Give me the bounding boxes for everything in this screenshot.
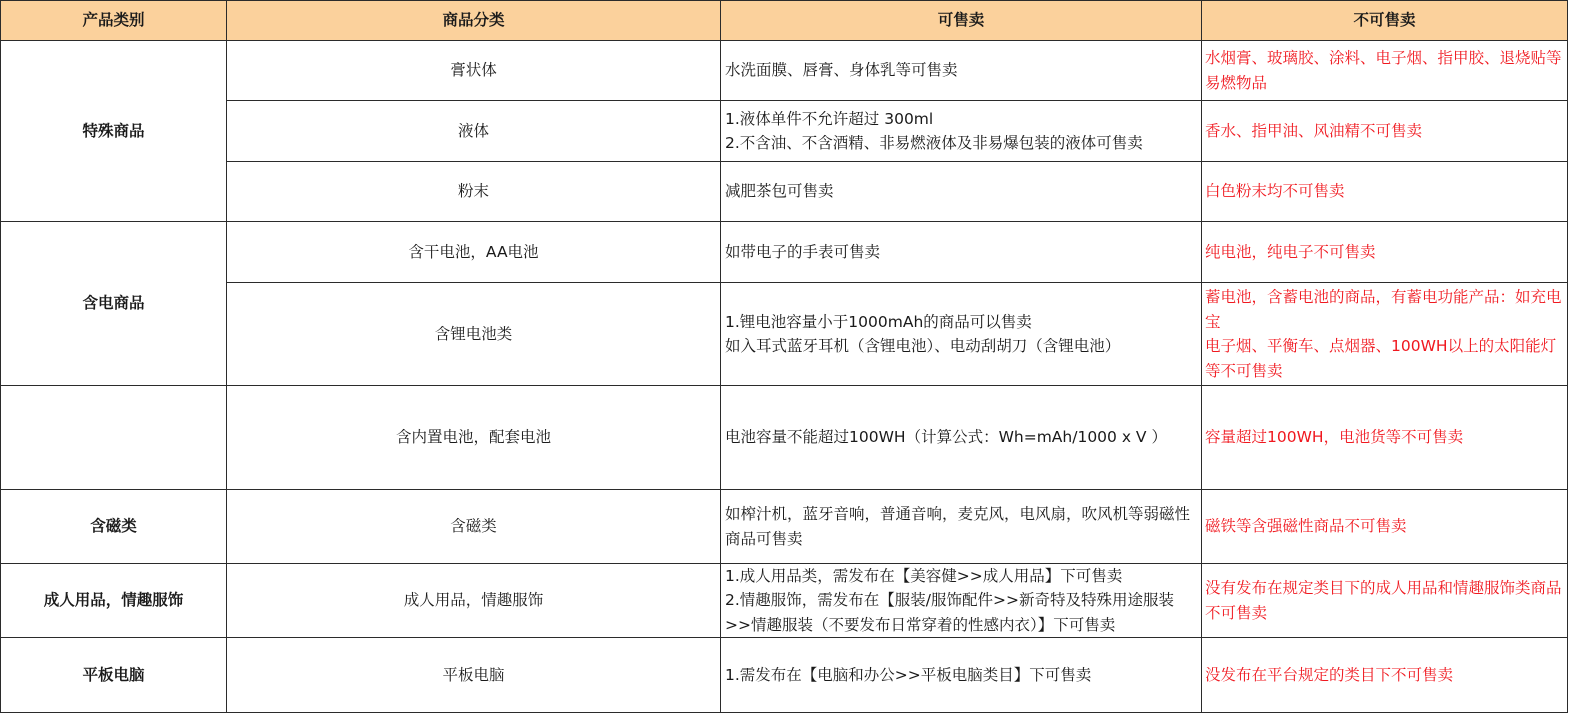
allowed-cell: 1.需发布在【电脑和办公>>平板电脑类目】下可售卖 xyxy=(721,638,1202,713)
allowed-cell: 1.锂电池容量小于1000mAh的商品可以售卖 如入耳式蓝牙耳机（含锂电池）、电动刮胡刀（含锂电池） xyxy=(721,283,1202,386)
allowed-cell: 减肥茶包可售卖 xyxy=(721,162,1202,222)
allowed-cell: 如带电子的手表可售卖 xyxy=(721,222,1202,283)
header-allowed: 可售卖 xyxy=(721,0,1202,41)
prohibited-cell: 没发布在平台规定的类目下不可售卖 xyxy=(1202,638,1568,713)
category-cell: 含电商品 xyxy=(0,222,227,386)
header-subcategory: 商品分类 xyxy=(227,0,721,41)
category-cell: 平板电脑 xyxy=(0,638,227,713)
prohibited-cell: 容量超过100WH，电池货等不可售卖 xyxy=(1202,386,1568,490)
prohibited-cell: 纯电池，纯电子不可售卖 xyxy=(1202,222,1568,283)
prohibited-cell: 没有发布在规定类目下的成人用品和情趣服饰类商品不可售卖 xyxy=(1202,564,1568,638)
prohibited-cell: 白色粉末均不可售卖 xyxy=(1202,162,1568,222)
category-cell: 含磁类 xyxy=(0,490,227,564)
category-cell: 成人用品，情趣服饰 xyxy=(0,564,227,638)
prohibited-cell: 蓄电池，含蓄电池的商品，有蓄电功能产品：如充电宝 电子烟、平衡车、点烟器、100WH以上的太阳能灯等不可售卖 xyxy=(1202,283,1568,386)
subcategory-cell: 平板电脑 xyxy=(227,638,721,713)
prohibited-cell: 磁铁等含强磁性商品不可售卖 xyxy=(1202,490,1568,564)
subcategory-cell: 含内置电池，配套电池 xyxy=(227,386,721,490)
prohibited-cell: 香水、指甲油、风油精不可售卖 xyxy=(1202,101,1568,162)
subcategory-cell: 膏状体 xyxy=(227,41,721,101)
subcategory-cell: 含锂电池类 xyxy=(227,283,721,386)
subcategory-cell: 粉末 xyxy=(227,162,721,222)
subcategory-cell: 含干电池，AA电池 xyxy=(227,222,721,283)
header-prohibited: 不可售卖 xyxy=(1202,0,1568,41)
category-cell: 特殊商品 xyxy=(0,41,227,222)
allowed-cell: 1.液体单件不允许超过 300ml 2.不含油、不含酒精、非易燃液体及非易爆包装的液体可售卖 xyxy=(721,101,1202,162)
subcategory-cell: 液体 xyxy=(227,101,721,162)
header-category: 产品类别 xyxy=(0,0,227,41)
category-cell xyxy=(0,386,227,490)
allowed-cell: 如榨汁机，蓝牙音响，普通音响，麦克风，电风扇，吹风机等弱磁性商品可售卖 xyxy=(721,490,1202,564)
prohibited-cell: 水烟膏、玻璃胶、涂料、电子烟、指甲胶、退烧贴等易燃物品 xyxy=(1202,41,1568,101)
allowed-cell: 电池容量不能超过100WH（计算公式：Wh=mAh/1000 x V ） xyxy=(721,386,1202,490)
subcategory-cell: 含磁类 xyxy=(227,490,721,564)
subcategory-cell: 成人用品，情趣服饰 xyxy=(227,564,721,638)
allowed-cell: 水洗面膜、唇膏、身体乳等可售卖 xyxy=(721,41,1202,101)
allowed-cell: 1.成人用品类，需发布在【美容健>>成人用品】下可售卖 2.情趣服饰，需发布在【服装/服饰配件>>新奇特及特殊用途服装>>情趣服装（不要发布日常穿着的性感内衣）】下可售卖 xyxy=(721,564,1202,638)
